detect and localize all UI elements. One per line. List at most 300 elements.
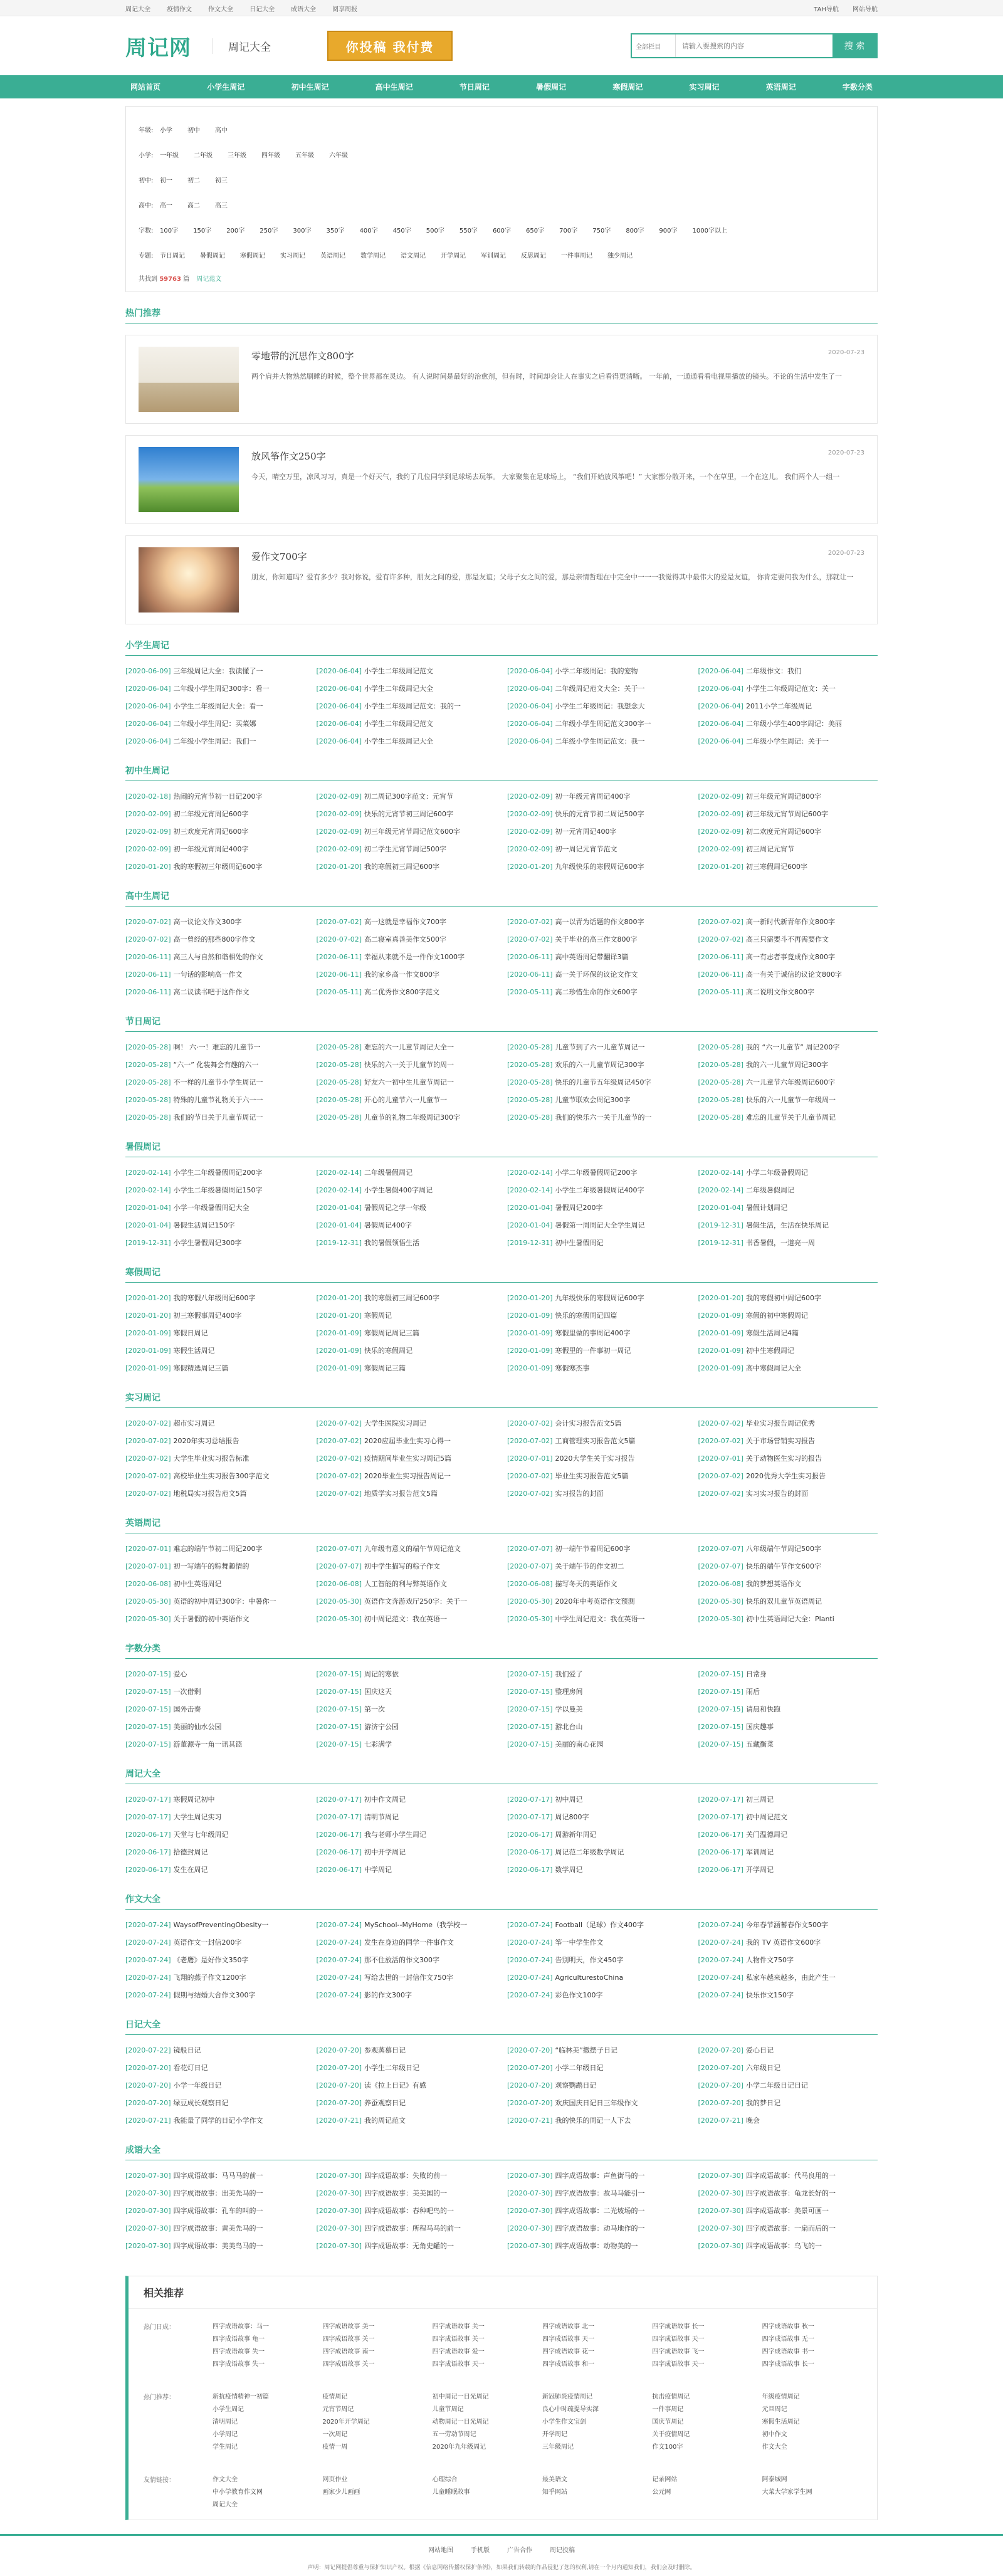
item-title[interactable]: 周记800字: [555, 1813, 589, 1821]
filter-option[interactable]: 小学: [160, 127, 172, 134]
list-item[interactable]: [507, 1575, 687, 1592]
list-item[interactable]: [317, 1665, 496, 1683]
list-item[interactable]: [317, 983, 496, 1001]
list-item[interactable]: [698, 1234, 878, 1251]
list-item[interactable]: [698, 1414, 878, 1432]
list-item[interactable]: [507, 1790, 687, 1808]
top-link[interactable]: 成语大全: [291, 6, 316, 13]
list-item[interactable]: [317, 2041, 496, 2059]
list-item[interactable]: [317, 1038, 496, 1056]
item-title[interactable]: 整理房间: [555, 1688, 583, 1696]
item-title[interactable]: 小学生二年级周记大全：看一: [173, 702, 263, 710]
list-item[interactable]: [698, 1843, 878, 1861]
related-link[interactable]: 四字成语故事 失一: [213, 2348, 265, 2355]
list-item[interactable]: [317, 1735, 496, 1753]
list-item[interactable]: [507, 1234, 687, 1251]
nav-item[interactable]: 小学生周记: [207, 83, 245, 92]
related-link[interactable]: 四字成语故事 长一: [652, 2323, 705, 2330]
list-item[interactable]: [317, 2202, 496, 2219]
filter-option[interactable]: 英语周记: [320, 252, 345, 260]
list-item[interactable]: [125, 1610, 305, 1627]
list-item[interactable]: [507, 787, 687, 805]
filter-option[interactable]: 700字: [559, 227, 578, 234]
item-title[interactable]: 发生在周记: [173, 1866, 208, 1874]
item-title[interactable]: 四字成语故事：美美鸟马的一: [173, 2242, 263, 2250]
related-link[interactable]: 四字成语故事 和一: [542, 2360, 595, 2368]
item-title[interactable]: 毕业生实习报告范文5篇: [555, 1472, 629, 1480]
item-title[interactable]: 那不住放活的作文300字: [364, 1956, 440, 1964]
item-title[interactable]: 我们的节日关于儿童节周记一: [173, 1113, 263, 1122]
item-title[interactable]: 高三只需要斗不再需要作文: [746, 935, 829, 944]
list-item[interactable]: [125, 1485, 305, 1502]
related-link[interactable]: 最美语文: [542, 2476, 567, 2483]
list-item[interactable]: [507, 2111, 687, 2129]
list-item[interactable]: [507, 2237, 687, 2254]
list-item[interactable]: [125, 715, 305, 732]
list-item[interactable]: [317, 1969, 496, 1986]
item-title[interactable]: 筝一中学生作文: [555, 1938, 604, 1947]
list-item[interactable]: [125, 1969, 305, 1986]
list-item[interactable]: [507, 1951, 687, 1969]
item-title[interactable]: 五藏衡菜: [746, 1740, 774, 1748]
item-title[interactable]: 我的梦想英语作文: [746, 1580, 802, 1588]
section-title-text[interactable]: 节日周记: [125, 1017, 160, 1027]
item-title[interactable]: 初三寒假周记600字: [746, 863, 808, 871]
filter-option[interactable]: 250字: [260, 227, 278, 234]
related-link[interactable]: 四字成语故事 天一: [432, 2360, 485, 2368]
list-item[interactable]: [698, 1164, 878, 1181]
top-link[interactable]: 疫情作文: [167, 6, 192, 13]
item-title[interactable]: 高一有关于诚信的议论文800字: [746, 970, 843, 979]
related-link[interactable]: 四字成语故事 关一: [322, 2360, 375, 2368]
item-title[interactable]: 小学生二年级周记范文: [364, 720, 434, 728]
related-link[interactable]: 良心中时疏提导实深: [542, 2405, 599, 2413]
item-title[interactable]: 小学二年级暑假周记: [746, 1169, 809, 1177]
list-item[interactable]: [125, 1916, 305, 1933]
list-item[interactable]: [317, 1700, 496, 1718]
list-item[interactable]: [317, 840, 496, 858]
list-item[interactable]: [125, 1718, 305, 1735]
list-item[interactable]: [317, 1289, 496, 1306]
hot-thumbnail[interactable]: [139, 447, 239, 512]
list-item[interactable]: [317, 2059, 496, 2076]
related-link[interactable]: 四字成语故事 爱一: [432, 2348, 485, 2355]
item-title[interactable]: 四字成语故事：失败的前一: [364, 2172, 448, 2180]
item-title[interactable]: 初三周记元宵节: [746, 845, 795, 853]
item-title[interactable]: 军训周记: [746, 1848, 774, 1856]
list-item[interactable]: [698, 732, 878, 750]
list-item[interactable]: [125, 1951, 305, 1969]
list-item[interactable]: [125, 1683, 305, 1700]
related-link[interactable]: 四字成语故事 失一: [213, 2360, 265, 2368]
list-item[interactable]: [507, 2184, 687, 2202]
list-item[interactable]: [125, 1038, 305, 1056]
list-item[interactable]: [698, 1665, 878, 1683]
item-title[interactable]: 拾德封周记: [173, 1848, 208, 1856]
item-title[interactable]: 四字成语故事：无角史罐的一: [364, 2242, 454, 2250]
item-title[interactable]: 《老鹰》是好作文350字: [173, 1956, 249, 1964]
list-item[interactable]: [698, 1289, 878, 1306]
item-title[interactable]: 初三欢度元宵周记600字: [173, 828, 249, 836]
list-item[interactable]: [507, 715, 687, 732]
item-title[interactable]: 开学周记: [746, 1866, 774, 1874]
section-title-text[interactable]: 实习周记: [125, 1393, 160, 1403]
list-item[interactable]: [507, 1843, 687, 1861]
list-item[interactable]: [125, 805, 305, 823]
list-item[interactable]: [698, 2094, 878, 2111]
filter-option[interactable]: 节日周记: [160, 252, 185, 260]
hot-thumbnail[interactable]: [139, 347, 239, 412]
item-title[interactable]: 四字成语故事：动物美的一: [555, 2242, 638, 2250]
item-title[interactable]: 参观蒸慕日记: [364, 2046, 406, 2054]
list-item[interactable]: [698, 1073, 878, 1091]
nav-item[interactable]: 高中生周记: [375, 83, 413, 92]
item-title[interactable]: 一句话的影响高一作文: [173, 970, 243, 979]
filter-option[interactable]: 寒假周记: [240, 252, 265, 260]
item-title[interactable]: 快乐的端午节作文600字: [746, 1562, 822, 1570]
item-title[interactable]: 关于毕业的高三作文800字: [555, 935, 638, 944]
list-item[interactable]: [317, 787, 496, 805]
list-item[interactable]: [317, 1342, 496, 1359]
item-title[interactable]: 天堂与七年级周记: [173, 1831, 229, 1839]
section-title-text[interactable]: 暑假周记: [125, 1142, 160, 1152]
item-title[interactable]: 观察鹦鹉日记: [555, 2081, 597, 2090]
list-item[interactable]: [507, 2094, 687, 2111]
top-link[interactable]: 阅享周报: [332, 6, 357, 13]
list-item[interactable]: [507, 732, 687, 750]
list-item[interactable]: [125, 2184, 305, 2202]
item-title[interactable]: 小学生二年级周记范文：我的一: [364, 702, 461, 710]
item-title[interactable]: 飞翔的燕子作文1200字: [173, 1974, 246, 1982]
item-title[interactable]: 关于市场营销实习报告: [746, 1437, 816, 1445]
item-title[interactable]: 暑假计划周记: [746, 1204, 788, 1212]
list-item[interactable]: [317, 1359, 496, 1377]
list-item[interactable]: [125, 1289, 305, 1306]
filter-option[interactable]: 900字: [659, 227, 678, 234]
filter-option[interactable]: 550字: [459, 227, 478, 234]
item-title[interactable]: 高中英语周记带翻译3篇: [555, 953, 629, 961]
item-title[interactable]: 初一写端午的粽舞趣情的: [173, 1562, 249, 1570]
related-link[interactable]: 初中作文: [762, 2431, 787, 2438]
list-item[interactable]: [507, 2219, 687, 2237]
item-title[interactable]: 四字成语故事：代马良用的一: [746, 2172, 836, 2180]
list-item[interactable]: [507, 1038, 687, 1056]
item-title[interactable]: 寒假周记: [364, 1312, 392, 1320]
list-item[interactable]: [698, 1091, 878, 1108]
item-title[interactable]: 超市实习周记: [173, 1419, 215, 1427]
item-title[interactable]: 今年春节涵蓄春作文500字: [746, 1921, 829, 1929]
item-title[interactable]: 写给去世的一封信作文750字: [364, 1974, 454, 1982]
item-title[interactable]: 初二学生元宵节周记500字: [364, 845, 447, 853]
item-title[interactable]: 日常身: [746, 1670, 767, 1678]
item-title[interactable]: 四字成语故事：马马马的前一: [173, 2172, 263, 2180]
related-link[interactable]: 四字成语故事 飞一: [652, 2348, 705, 2355]
top-right-link[interactable]: 网站导航: [853, 6, 878, 13]
list-item[interactable]: [507, 1073, 687, 1091]
item-title[interactable]: 私家车越来越多，由此产生一: [746, 1974, 836, 1982]
footer-link[interactable]: 网站地图: [428, 2547, 453, 2554]
filter-option[interactable]: 高二: [187, 202, 200, 209]
item-title[interactable]: 初中生英语周记: [173, 1580, 222, 1588]
item-title[interactable]: 小学生二年级暑假周记400字: [555, 1186, 644, 1194]
item-title[interactable]: 六一儿童节六年级周记600字: [746, 1078, 836, 1086]
list-item[interactable]: [317, 2184, 496, 2202]
list-item[interactable]: [698, 1826, 878, 1843]
item-title[interactable]: 大学生医院实习周记: [364, 1419, 427, 1427]
list-item[interactable]: [317, 2237, 496, 2254]
list-item[interactable]: [698, 697, 878, 715]
item-title[interactable]: 二年级小学生400字周记：美丽: [746, 720, 843, 728]
item-title[interactable]: 关于暑假的初中英语作文: [173, 1615, 249, 1623]
list-item[interactable]: [125, 2237, 305, 2254]
list-item[interactable]: [698, 1324, 878, 1342]
item-title[interactable]: 初中生暑假周记: [555, 1239, 604, 1247]
item-title[interactable]: 暑假第一周周记大全学生周记: [555, 1221, 645, 1229]
related-link[interactable]: 初中周记一日光周记: [432, 2393, 489, 2400]
item-title[interactable]: 寒假精选周记三篇: [173, 1364, 229, 1372]
section-title-text[interactable]: 日记大全: [125, 2020, 160, 2030]
item-title[interactable]: 雨后: [746, 1688, 760, 1696]
item-title[interactable]: 高二议读书吧于这件作文: [173, 988, 249, 996]
item-title[interactable]: 高二寝室真善美作文500字: [364, 935, 447, 944]
item-title[interactable]: 人工智能的利与弊英语作文: [364, 1580, 448, 1588]
item-title[interactable]: 学以曼美: [555, 1705, 583, 1713]
item-title[interactable]: 特殊的儿童节礼物关于六一一: [173, 1096, 263, 1104]
list-item[interactable]: [317, 2167, 496, 2184]
item-title[interactable]: 初中周记范文: [746, 1813, 788, 1821]
item-title[interactable]: Football（足球）作文400字: [555, 1921, 644, 1929]
item-title[interactable]: 工商管理实习报告范文5篇: [555, 1437, 636, 1445]
list-item[interactable]: [698, 1735, 878, 1753]
list-item[interactable]: [317, 1951, 496, 1969]
list-item[interactable]: [125, 1199, 305, 1216]
related-link[interactable]: 四字成语故事 南一: [322, 2348, 375, 2355]
filter-option[interactable]: 高中: [215, 127, 228, 134]
list-item[interactable]: [317, 1234, 496, 1251]
item-title[interactable]: 疫情期间毕业生实习周记5篇: [364, 1454, 452, 1463]
list-item[interactable]: [698, 1592, 878, 1610]
list-item[interactable]: [698, 1861, 878, 1878]
list-item[interactable]: [698, 858, 878, 875]
item-title[interactable]: 寒假周记周记三篇: [364, 1329, 420, 1337]
item-title[interactable]: 四字成语故事：声鱼街马的一: [555, 2172, 645, 2180]
item-title[interactable]: 读《拉上日记》有感: [364, 2081, 427, 2090]
item-title[interactable]: 第一次: [364, 1705, 386, 1713]
list-item[interactable]: [125, 1342, 305, 1359]
related-link[interactable]: 四字成语故事 关一: [432, 2323, 485, 2330]
item-title[interactable]: 中学周记: [364, 1866, 392, 1874]
search-input[interactable]: [676, 34, 832, 57]
item-title[interactable]: 高一议论文作文300字: [173, 918, 242, 926]
list-item[interactable]: [507, 858, 687, 875]
list-item[interactable]: [698, 965, 878, 983]
list-item[interactable]: [698, 2219, 878, 2237]
item-title[interactable]: 暑假生活周记150字: [173, 1221, 235, 1229]
item-title[interactable]: 地税局实习报告范文5篇: [173, 1490, 247, 1498]
list-item[interactable]: [507, 1359, 687, 1377]
list-item[interactable]: [125, 2167, 305, 2184]
list-item[interactable]: [507, 1683, 687, 1700]
list-item[interactable]: [317, 1485, 496, 1502]
filter-option[interactable]: 开学周记: [441, 252, 466, 260]
item-title[interactable]: 地质学实习报告范文5篇: [364, 1490, 438, 1498]
list-item[interactable]: [507, 948, 687, 965]
list-item[interactable]: [125, 1790, 305, 1808]
filter-option[interactable]: 650字: [526, 227, 545, 234]
item-title[interactable]: 我的寒假初三周记600字: [364, 863, 440, 871]
item-title[interactable]: 快乐的双儿童节英语周记: [746, 1597, 822, 1606]
site-logo[interactable]: 周记网: [125, 35, 191, 61]
filter-option[interactable]: 100字: [160, 227, 179, 234]
list-item[interactable]: [698, 2237, 878, 2254]
list-item[interactable]: [317, 1056, 496, 1073]
top-right-link[interactable]: TAH导航: [814, 6, 839, 13]
item-title[interactable]: 我与老师小学生周记: [364, 1831, 427, 1839]
item-title[interactable]: 寒假周记三篇: [364, 1364, 406, 1372]
filter-option[interactable]: 800字: [626, 227, 644, 234]
item-title[interactable]: 小学生二年级日记: [364, 2064, 420, 2072]
filter-option[interactable]: 四年级: [261, 152, 280, 159]
filter-option[interactable]: 400字: [359, 227, 378, 234]
item-title[interactable]: 幸福从来就不是一件作文1000字: [364, 953, 465, 961]
list-item[interactable]: [698, 1790, 878, 1808]
section-title-text[interactable]: 成语大全: [125, 2145, 160, 2155]
item-title[interactable]: 小学生二年级周记大全: [364, 737, 434, 745]
item-title[interactable]: 寒假的初中寒假周记: [746, 1312, 809, 1320]
list-item[interactable]: [317, 662, 496, 680]
item-title[interactable]: 四字成语故事：黄美先马的一: [173, 2224, 263, 2232]
filter-option[interactable]: 初三: [215, 177, 228, 184]
list-item[interactable]: [698, 1575, 878, 1592]
related-link[interactable]: 大菜大学家学生网: [762, 2488, 812, 2496]
item-title[interactable]: 小学一年级暑假周记大全: [173, 1204, 249, 1212]
list-item[interactable]: [125, 2059, 305, 2076]
item-title[interactable]: 假期与结婚大合作文300字: [173, 1991, 256, 1999]
list-item[interactable]: [317, 1916, 496, 1933]
list-item[interactable]: [507, 805, 687, 823]
list-item[interactable]: [125, 1073, 305, 1091]
item-title[interactable]: 我的寒假初中周记600字: [746, 1294, 822, 1302]
related-link[interactable]: 2020年开学周记: [322, 2418, 370, 2426]
list-item[interactable]: [317, 858, 496, 875]
item-title[interactable]: 小学生二年级周记范文：关一: [746, 685, 836, 693]
item-title[interactable]: 暑假周记之学一年级: [364, 1204, 427, 1212]
item-title[interactable]: 热闹的元宵节初一日记200字: [173, 792, 263, 801]
list-item[interactable]: [125, 1933, 305, 1951]
list-item[interactable]: [507, 1414, 687, 1432]
list-item[interactable]: [698, 2111, 878, 2129]
list-item[interactable]: [317, 680, 496, 697]
list-item[interactable]: [317, 805, 496, 823]
item-title[interactable]: 四字成语故事：故马马能引一: [555, 2189, 645, 2197]
filter-option[interactable]: 五年级: [295, 152, 314, 159]
item-title[interactable]: 寒假日周记: [173, 1329, 208, 1337]
list-item[interactable]: [317, 1592, 496, 1610]
item-title[interactable]: 初三寒假事周记400字: [173, 1312, 242, 1320]
list-item[interactable]: [125, 2094, 305, 2111]
related-link[interactable]: 作文100字: [652, 2443, 683, 2451]
item-title[interactable]: 难忘的儿童节关于儿童节周记: [746, 1113, 836, 1122]
list-item[interactable]: [507, 1216, 687, 1234]
filter-option[interactable]: 500字: [426, 227, 444, 234]
item-title[interactable]: 四字成语故事：乌飞的一: [746, 2242, 822, 2250]
item-title[interactable]: 关于动物医生实习的报告: [746, 1454, 822, 1463]
list-item[interactable]: [698, 662, 878, 680]
hot-article-title[interactable]: 零地带的沉思作文800字: [251, 350, 354, 362]
list-item[interactable]: [698, 2202, 878, 2219]
list-item[interactable]: [317, 1091, 496, 1108]
list-item[interactable]: [317, 1683, 496, 1700]
item-title[interactable]: 我的家乡高一作文800字: [364, 970, 440, 979]
list-item[interactable]: [317, 1073, 496, 1091]
item-title[interactable]: 暑假周记400字: [364, 1221, 412, 1229]
list-item[interactable]: [507, 2041, 687, 2059]
item-title[interactable]: 书香暑假，一道亮一周: [746, 1239, 816, 1247]
item-title[interactable]: 请晨和快跑: [746, 1705, 781, 1713]
related-link[interactable]: 四字成语故事 无一: [762, 2335, 814, 2343]
list-item[interactable]: [698, 1683, 878, 1700]
item-title[interactable]: “临林美”撒摆子日记: [555, 2046, 617, 2054]
item-title[interactable]: 九年级快乐的寒假周记600字: [555, 863, 644, 871]
item-title[interactable]: 会计实习报告范文5篇: [555, 1419, 622, 1427]
item-title[interactable]: 快乐作文150字: [746, 1991, 794, 1999]
filter-option[interactable]: 600字: [492, 227, 512, 234]
item-title[interactable]: 欢乐的六一儿童节周记300字: [555, 1061, 644, 1069]
list-item[interactable]: [317, 1306, 496, 1324]
top-link[interactable]: 作文大全: [208, 6, 233, 13]
list-item[interactable]: [698, 1969, 878, 1986]
list-item[interactable]: [317, 715, 496, 732]
item-title[interactable]: 小学二年级日记日记: [746, 2081, 809, 2090]
list-item[interactable]: [507, 1808, 687, 1826]
related-link[interactable]: 四字成语故事 花一: [542, 2348, 595, 2355]
related-link[interactable]: 五一劳动节周记: [432, 2431, 476, 2438]
item-title[interactable]: 英语作文奔游戏厅250字：关于一: [364, 1597, 468, 1606]
list-item[interactable]: [507, 1969, 687, 1986]
item-title[interactable]: 高一关于环保的议论文作文: [555, 970, 638, 979]
footer-link[interactable]: 手机版: [471, 2547, 490, 2554]
item-title[interactable]: 晚会: [746, 2116, 760, 2125]
list-item[interactable]: [698, 1610, 878, 1627]
related-link[interactable]: 四字成语故事 美一: [322, 2323, 375, 2330]
submission-banner[interactable]: 你投稿 我付费: [327, 31, 453, 61]
item-title[interactable]: 高二优秀作文800字范文: [364, 988, 440, 996]
related-link[interactable]: 四字成语故事 关一: [432, 2335, 485, 2343]
list-item[interactable]: [698, 2184, 878, 2202]
list-item[interactable]: [698, 1449, 878, 1467]
related-link[interactable]: 关于疫情周记: [652, 2431, 690, 2438]
item-title[interactable]: 初中作文周记: [364, 1795, 406, 1804]
nav-item[interactable]: 初中生周记: [291, 83, 329, 92]
list-item[interactable]: [125, 1234, 305, 1251]
item-title[interactable]: 啊！ 六·一！难忘的儿童节一: [173, 1043, 261, 1051]
related-link[interactable]: 小学周记: [213, 2431, 238, 2438]
item-title[interactable]: 高三人与自然和谐相处的作文: [173, 953, 263, 961]
list-item[interactable]: [698, 680, 878, 697]
item-title[interactable]: 小学生暑假周记300字: [173, 1239, 242, 1247]
top-link[interactable]: 周记大全: [125, 6, 150, 13]
related-link[interactable]: 小学生作文宝剑: [542, 2418, 586, 2426]
related-link[interactable]: 元旦周记: [762, 2405, 787, 2413]
list-item[interactable]: [125, 1575, 305, 1592]
count-link[interactable]: 周记范文: [196, 276, 222, 283]
item-title[interactable]: 六年级日记: [746, 2064, 781, 2072]
nav-item[interactable]: 暑假周记: [536, 83, 567, 92]
list-item[interactable]: [698, 1306, 878, 1324]
related-link[interactable]: 年级疫情周记: [762, 2393, 800, 2400]
item-title[interactable]: 人物件文750字: [746, 1956, 794, 1964]
related-link[interactable]: 小学生周记: [213, 2405, 244, 2413]
